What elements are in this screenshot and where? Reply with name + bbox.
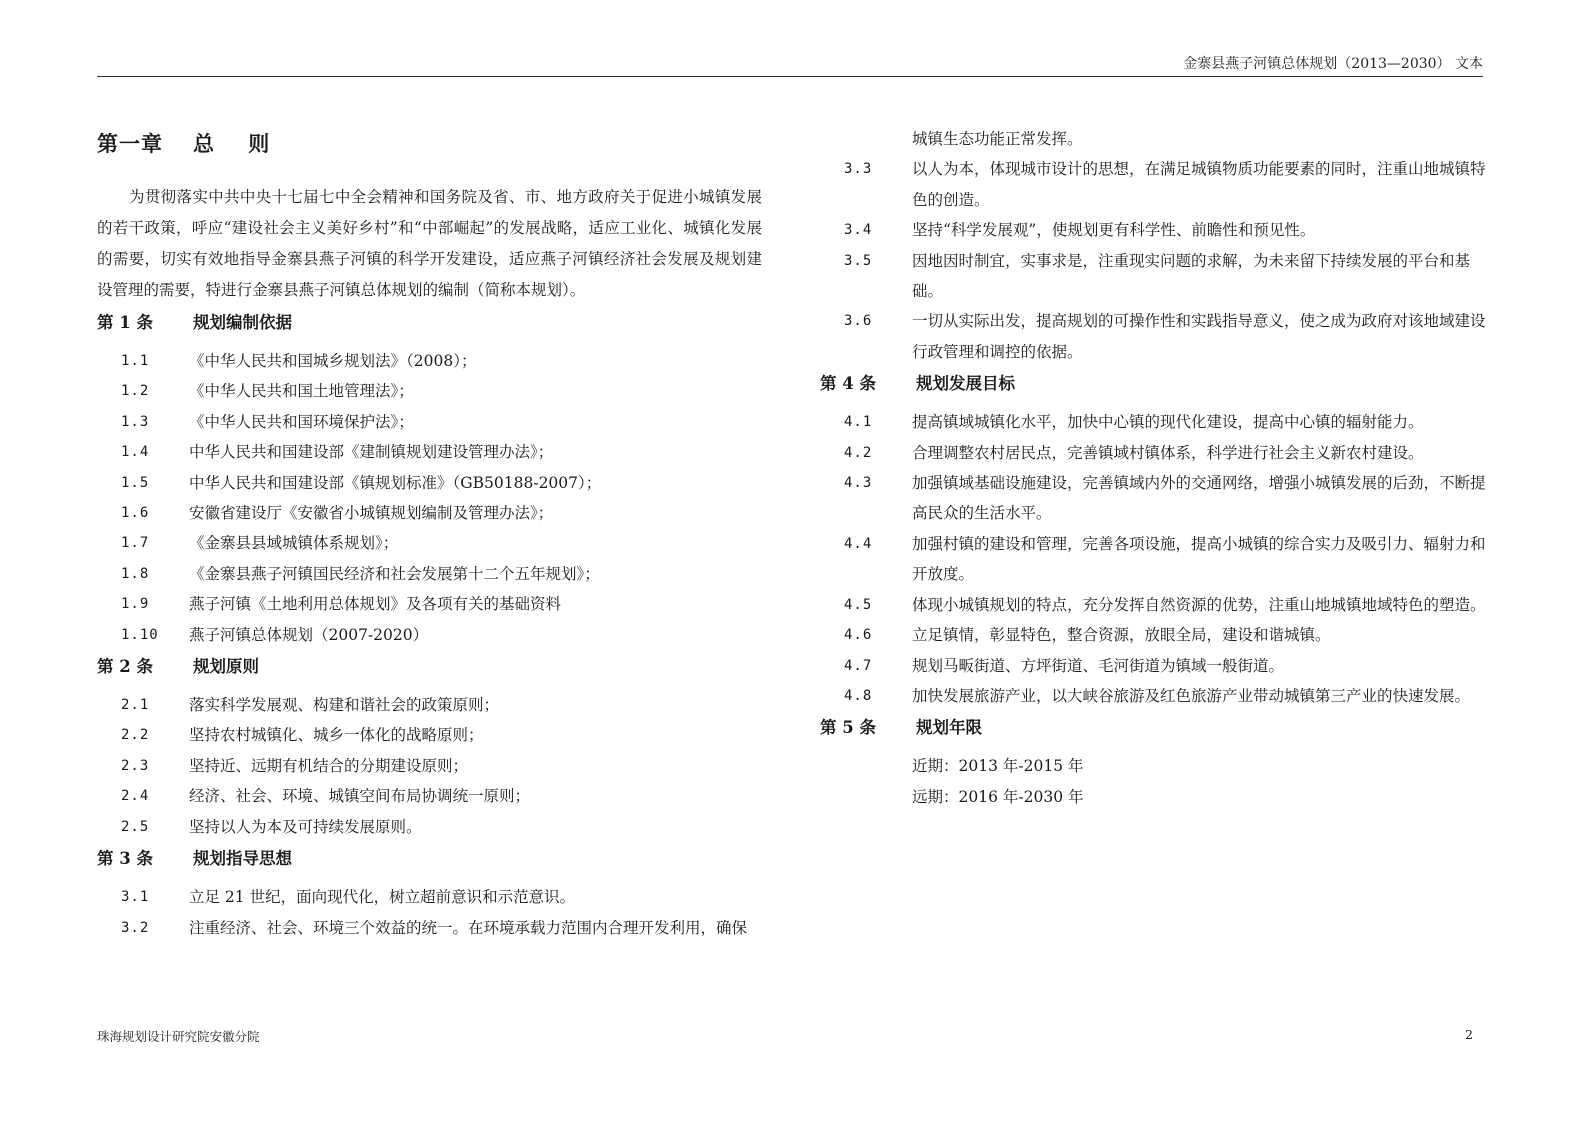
list-item xyxy=(820,306,1492,367)
article-3-list-continued xyxy=(820,154,1492,367)
item-number: 4.3 xyxy=(844,475,873,492)
item-text: 中华人民共和国建设部《镇规划标准》（GB50188-2007）； xyxy=(189,473,602,492)
list-item xyxy=(820,529,1492,590)
item-number: 1.7 xyxy=(121,535,150,552)
list-item xyxy=(97,781,762,811)
article-heading-2 xyxy=(97,652,762,688)
item-text: 体现小城镇规划的特点，充分发挥自然资源的优势，注重山地城镇地域特色的塑造。 xyxy=(912,595,1486,614)
item-number: 2.3 xyxy=(121,757,150,774)
chapter-number: 第一章 xyxy=(97,131,163,156)
list-item xyxy=(820,590,1492,620)
item-number: 3.1 xyxy=(121,889,150,906)
article-heading-1 xyxy=(97,308,762,344)
list-item xyxy=(820,407,1492,437)
page-header xyxy=(97,54,1483,77)
list-item xyxy=(97,812,762,842)
list-item xyxy=(97,720,762,750)
item-text: 安徽省建设厅《安徽省小城镇规划编制及管理办法》； xyxy=(189,504,554,523)
item-number: 4.4 xyxy=(844,535,873,552)
article-4-list xyxy=(820,407,1492,711)
list-item xyxy=(97,690,762,720)
item-number: 1.1 xyxy=(121,353,150,369)
item-text: 加强镇域基础设施建设，完善镇域内外的交通网络，增强小城镇发展的后劲，不断提高民众的生活水平。 xyxy=(912,474,1486,523)
item-text: 合理调整农村居民点，完善镇域村镇体系，科学进行社会主义新农村建设。 xyxy=(912,443,1424,462)
intro-paragraph: 为贯彻落实中共中央十七届七中全会精神和国务院及省、市、地方政府关于促进小城镇发展的若干政策，呼应“建设社会主义美好乡村”和“中部崛起”的发展战略，适应工业化、城镇化发展的需要，切实有效地指导金寨县燕子河镇的科学开发建设，适应燕子河镇经济社会发展及规划建设管理的需要，特进行金寨县燕子河镇总体规划的编制（简称本规划）。 xyxy=(97,188,762,299)
page-number: 2 xyxy=(1465,1027,1473,1042)
list-item xyxy=(97,913,762,943)
list-item xyxy=(97,620,762,650)
item-number: 1.10 xyxy=(121,626,159,643)
header-title: 金寨县燕子河镇总体规划（2013—2030） 文本 xyxy=(1183,56,1483,72)
item-text: 一切从实际出发，提高规划的可操作性和实践指导意义，使之成为政府对该地域建设行政管理和调控的依据。 xyxy=(912,312,1486,361)
item-text: 《中华人民共和国土地管理法》； xyxy=(189,382,414,401)
item-text: 《中华人民共和国城乡规划法》（2008）； xyxy=(189,352,477,370)
article-1-list xyxy=(97,346,762,650)
item-text: 《金寨县燕子河镇国民经济和社会发展第十二个五年规划》； xyxy=(189,564,600,583)
left-column xyxy=(97,120,762,943)
item-number: 4.7 xyxy=(844,657,873,674)
long-term-period: 远期：2016 年-2030 年 xyxy=(912,787,1084,806)
continuation-text: 城镇生态功能正常发挥。 xyxy=(912,130,1083,148)
item-text: 经济、社会、环境、城镇空间布局协调统一原则； xyxy=(189,787,531,806)
item-number: 4.6 xyxy=(844,627,873,644)
list-item xyxy=(97,589,762,619)
article-title: 规划发展目标 xyxy=(916,374,1015,394)
list-item xyxy=(820,620,1492,650)
article-2-list xyxy=(97,690,762,842)
item-number: 3.3 xyxy=(844,161,873,178)
item-number: 2.1 xyxy=(121,697,150,714)
item-number: 4.8 xyxy=(844,687,873,704)
article-title: 规划指导思想 xyxy=(193,849,292,869)
page-footer xyxy=(97,1027,1473,1045)
list-item xyxy=(820,154,1492,215)
item-number: 4.5 xyxy=(844,596,873,613)
article-number: 第 1 条 xyxy=(97,313,153,332)
list-item xyxy=(820,468,1492,529)
footer-org: 珠海规划设计研究院安徽分院 xyxy=(97,1029,260,1044)
item-number: 4.2 xyxy=(844,444,873,461)
item-number: 2.4 xyxy=(121,788,150,805)
item-text: 坚持以人为本及可持续发展原则。 xyxy=(189,817,422,836)
item-text: 《中华人民共和国环境保护法》； xyxy=(189,412,414,431)
item-number: 1.3 xyxy=(121,413,150,430)
item-text: 以人为本，体现城市设计的思想，在满足城镇物质功能要素的同时，注重山地城镇特色的创造。 xyxy=(912,160,1486,209)
list-item xyxy=(97,559,762,589)
article-title: 规划编制依据 xyxy=(193,313,292,332)
item-text: 坚持近、远期有机结合的分期建设原则； xyxy=(189,756,469,775)
item-text: 提高镇域城镇化水平，加快中心镇的现代化建设，提高中心镇的辐射能力。 xyxy=(912,413,1424,432)
list-item xyxy=(820,681,1492,711)
item-number: 3.6 xyxy=(844,313,873,330)
article-number: 第 4 条 xyxy=(820,374,876,394)
item-number: 1.9 xyxy=(121,596,150,613)
list-item xyxy=(820,215,1492,245)
item-number: 1.8 xyxy=(121,565,150,582)
item-text: 加强村镇的建设和管理，完善各项设施，提高小城镇的综合实力及吸引力、辐射力和开放度。 xyxy=(912,534,1486,584)
item-text: 燕子河镇总体规划（2007-2020） xyxy=(189,625,429,644)
item-text: 中华人民共和国建设部《建制镇规划建设管理办法》； xyxy=(189,443,554,462)
article-title: 规划年限 xyxy=(916,718,982,738)
near-term-period: 近期：2013 年-2015 年 xyxy=(912,757,1084,776)
article-title: 规划原则 xyxy=(193,657,259,677)
article-heading-5 xyxy=(820,713,1492,749)
item-text: 《金寨县县域城镇体系规划》； xyxy=(189,534,399,553)
article-number: 第 2 条 xyxy=(97,657,153,677)
item-number: 3.2 xyxy=(121,919,150,936)
item-number: 2.5 xyxy=(121,818,150,835)
article-number: 第 3 条 xyxy=(97,849,153,869)
chapter-heading xyxy=(97,128,762,176)
item-number: 1.6 xyxy=(121,505,150,522)
list-item xyxy=(820,651,1492,681)
item-text: 立足 21 世纪，面向现代化，树立超前意识和示范意识。 xyxy=(189,888,576,907)
item-number: 1.4 xyxy=(121,444,150,461)
article-3-list xyxy=(97,882,762,943)
list-item xyxy=(97,346,762,376)
list-item xyxy=(97,751,762,781)
list-item xyxy=(97,468,762,498)
article-heading-3 xyxy=(97,844,762,880)
list-item xyxy=(820,246,1492,307)
list-item xyxy=(97,528,762,558)
right-column xyxy=(820,124,1492,812)
item-text: 坚持“科学发展观”，使规划更有科学性、前瞻性和预见性。 xyxy=(912,221,1316,240)
item-text: 因地因时制宜，实事求是，注重现实问题的求解，为未来留下持续发展的平台和基础。 xyxy=(912,251,1471,301)
item-text: 落实科学发展观、构建和谐社会的政策原则； xyxy=(189,696,500,715)
list-item xyxy=(820,438,1492,468)
item-text: 立足镇情，彰显特色，整合资源，放眼全局，建设和谐城镇。 xyxy=(912,626,1331,645)
list-item xyxy=(97,498,762,528)
list-item xyxy=(97,376,762,406)
item-text: 燕子河镇《土地利用总体规划》及各项有关的基础资料 xyxy=(189,595,562,614)
item-number: 3.5 xyxy=(844,252,873,269)
item-number: 2.2 xyxy=(121,727,150,744)
article-heading-4 xyxy=(820,369,1492,405)
item-text: 坚持农村城镇化、城乡一体化的战略原则； xyxy=(189,726,484,745)
item-number: 3.4 xyxy=(844,222,873,239)
list-item xyxy=(97,407,762,437)
list-item xyxy=(97,882,762,912)
chapter-name: 总 则 xyxy=(193,131,271,156)
item-number: 1.2 xyxy=(121,383,150,400)
article-number: 第 5 条 xyxy=(820,718,876,738)
item-number: 1.5 xyxy=(121,474,150,491)
item-text: 加快发展旅游产业，以大峡谷旅游及红色旅游产业带动城镇第三产业的快速发展。 xyxy=(912,686,1471,705)
item-text: 注重经济、社会、环境三个效益的统一。在环境承载力范围内合理开发利用，确保 xyxy=(189,918,748,937)
list-item xyxy=(97,437,762,467)
item-number: 4.1 xyxy=(844,414,873,431)
item-text: 规划马畈街道、方坪街道、毛河街道为镇域一般街道。 xyxy=(912,656,1285,675)
